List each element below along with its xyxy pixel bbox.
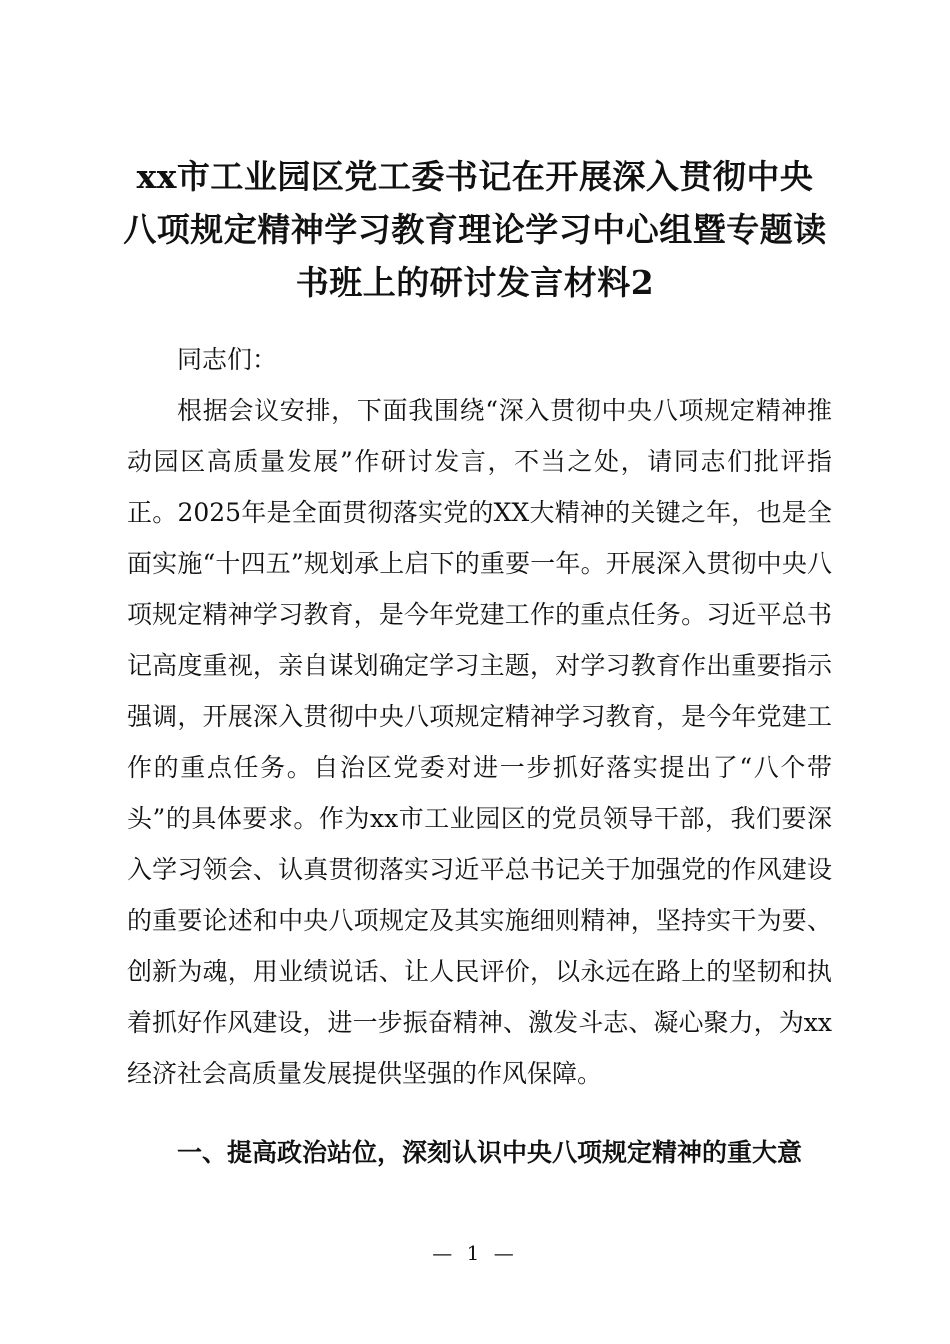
section-heading: 一、提高政治站位，深刻认识中央八项规定精神的重大意	[177, 1138, 803, 1167]
salutation: 同志们：	[177, 345, 278, 374]
document-title: xx市工业园区党工委书记在开展深入贯彻中央八项规定精神学习教育理论学习中心组暨专题读书班上的研讨发言材料2	[123, 157, 827, 302]
body-paragraph: 根据会议安排，下面我围绕“深入贯彻中央八项规定精神推动园区高质量发展”作研讨发言，不当之处，请同志们批评指正。2025年是全面贯彻落实党的XX大精神的关键之年，也是全面实施“十四五”规划承上启下的重要一年。开展深入贯彻中央八项规定精神学习教育，是今年党建工作的重点任务。习近平总书记高度重视，亲自谋划确定学习主题，对学习教育作出重要指示强调，开展深入贯彻中央八项规定精神学习教育，是今年党建工作的重点任务。自治区党委对进一步抓好落实提出了“八个带头”的具体要求。作为xx市工业园区的党员领导干部，我们要深入学习领会、认真贯彻落实习近平总书记关于加强党的作风建设的重要论述和中央八项规定及其实施细则精神，坚持实干为要、创新为魂，用业绩说话、让人民评价，以永远在路上的坚韧和执着抓好作风建设，进一步振奋精神、激发斗志、凝心聚力，为xx经济社会高质量发展提供坚强的作风保障。	[127, 396, 832, 1088]
page-number: — 1 —	[432, 1241, 518, 1265]
